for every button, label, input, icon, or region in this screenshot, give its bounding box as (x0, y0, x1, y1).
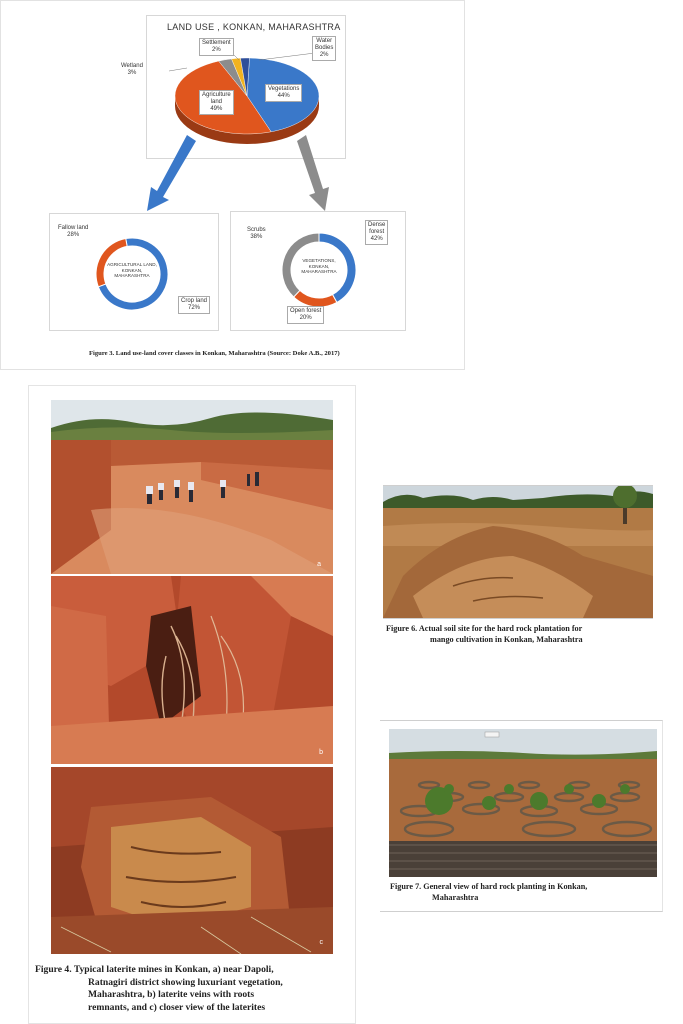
label-agriculture: Agriculture land 49% (199, 90, 234, 115)
photo-hard-rock-planting (389, 729, 657, 877)
label-scrubs: Scrubs 38% (247, 227, 266, 240)
figure-4-caption: Figure 4. Typical laterite mines in Konkan, a) near Dapoli, Ratnagiri district showing luxuriant vegetation, Maharashtra, b) laterite veins with roots remnants, and c) closer view of the laterites (35, 964, 283, 1013)
photo-laterite-mine-dapoli (51, 400, 333, 574)
photo-letter-a: a (317, 561, 321, 568)
figure-6-caption: Figure 6. Actual soil site for the hard rock plantation for mango cultivation in Konkan, Maharashtra (386, 624, 583, 644)
label-dense-forest: Dense forest 42% (365, 220, 388, 245)
label-crop-land: Crop land 72% (178, 296, 210, 314)
figure-3-caption: Figure 3. Land use-land cover classes in Konkan, Maharashtra (Source: Doke A.B., 2017) (89, 350, 340, 357)
label-wetland: Wetland 3% (121, 63, 143, 76)
ring-slice-open-forest (294, 290, 337, 307)
figure-3 (0, 0, 465, 370)
label-vegetations: Vegetations 44% (265, 84, 302, 102)
photo-letter-b: b (319, 749, 323, 756)
figure-7-caption: Figure 7. General view of hard rock planting in Konkan, Maharashtra (390, 882, 588, 902)
label-open-forest: Open forest 20% (287, 306, 324, 324)
label-settlement: Settlement 2% (199, 38, 234, 56)
main-pie-title: LAND USE , KONKAN, MAHARASHTRA (167, 22, 341, 32)
photo-laterite-veins-roots (51, 576, 333, 764)
photo-letter-c: c (319, 939, 323, 946)
arrow-left (147, 135, 196, 211)
arrows (1, 1, 466, 221)
label-water-bodies: Water Bodies 2% (312, 36, 336, 61)
figure-4 (28, 385, 356, 1024)
photo-laterite-closeup (51, 767, 333, 954)
agri-ring-chart-box (49, 213, 219, 331)
figure-7 (380, 720, 663, 912)
label-fallow-land: Fallow land 28% (58, 225, 89, 238)
veg-ring-chart-box (230, 211, 406, 331)
figure-6 (380, 480, 660, 670)
veg-ring-center: VEGETATIONS, KONKAN, MAHARASHTRA (301, 258, 337, 275)
agri-ring-center: AGRICULTURAL LAND, KONKAN, MAHARASHTRA (107, 262, 157, 279)
arrow-right (297, 135, 329, 211)
photo-soil-site (383, 485, 653, 619)
